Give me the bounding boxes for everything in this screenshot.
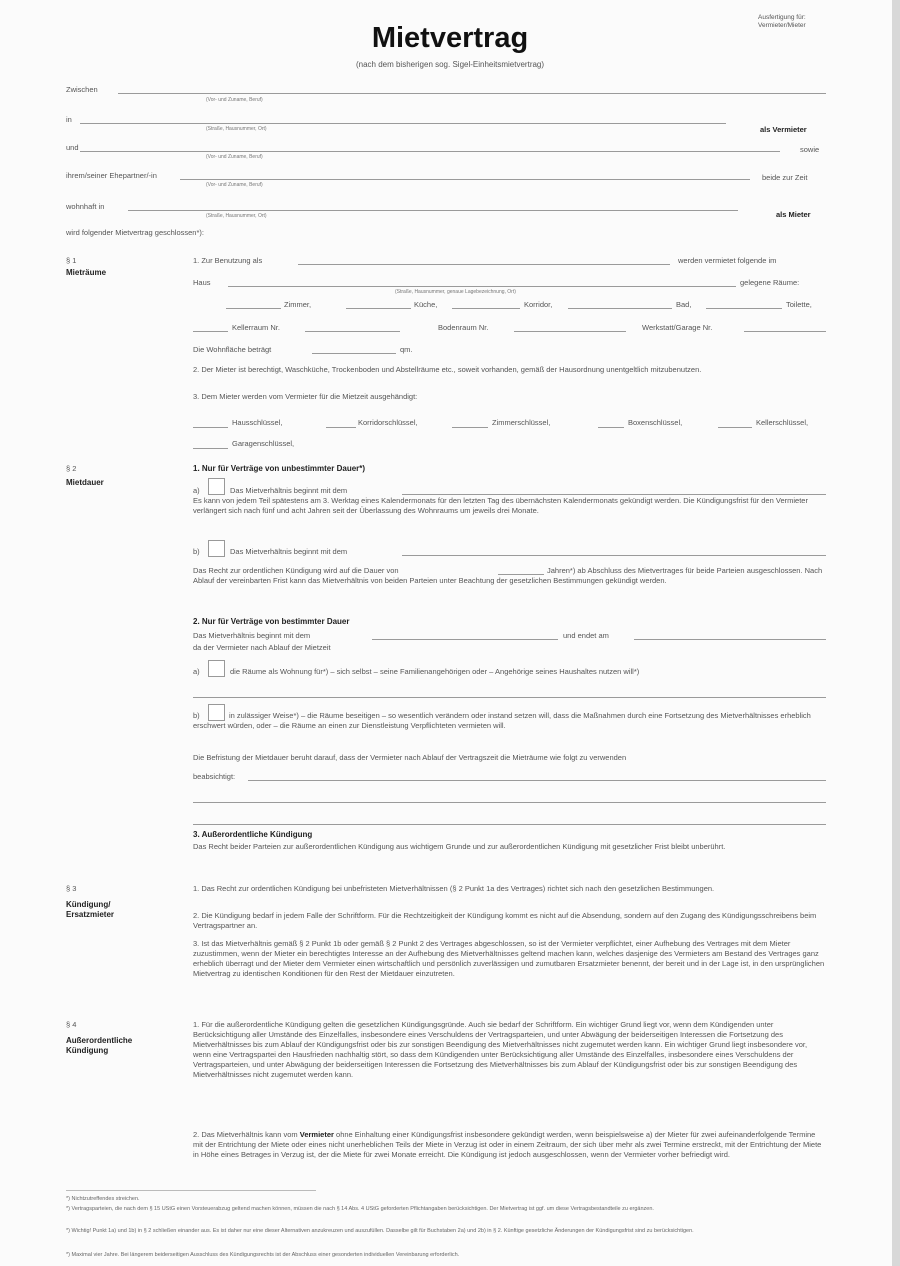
- s3-paragraph-3: 3. Ist das Mietverhältnis gemäß § 2 Punkt 1b oder gemäß § 2 Punkt 2 des Vertrages abgeschlossen, so ist der Vermieter verpflichtet, einer Aufhebung des Vertrages mit dem Mieter zuzustimmen, wenn der Mieter ein berechtigtes Interesse an der Aufhebung des Mietverhältnisses geltend machen kann, welches dasjenige des Vermieters am Bestand des Vertrages ganz erheblich überragt und der Mieter dem Vermieter einen wirtschaftlich und persönlich zuverlässigen und zumutbaren Ersatzmieter benennt, der bereit und in der Lage ist, in den ursprünglichen Mietvertrag zu identischen Konditionen für den Rest der Mietdauer einzutreten.: [193, 939, 825, 978]
- s2-b-paragraph: Jahren*) ab Abschluss des Mietvertrages für beide Parteien ausgeschlossen. Nach Ablauf der vereinbarten Frist kann das Mietverhältnis von beiden Parteien unter Beachtung der gesetzlichen Bestimmungen gekündigt werden.: [193, 566, 823, 585]
- field-toilette[interactable]: [706, 308, 782, 309]
- field-keller-count[interactable]: [193, 331, 228, 332]
- hint-name-1: (Vor- und Zuname, Beruf): [206, 97, 263, 103]
- footnote-3: *) Wichtig! Punkt 1a) und 1b) in § 2 schließen einander aus. Es ist daher nur eine dieser Alternativen anzukreuzen und auszufüllen. Dasselbe gilt für Buchstaben 2a) und 2b) in § 2. Künftige gesetzliche Änderungen der Kündigungsfrist sind zu berücksichtigen.: [66, 1228, 694, 1234]
- field-kellerschluessel[interactable]: [718, 427, 752, 428]
- field-korridorschluessel[interactable]: [326, 427, 356, 428]
- section-4-number: § 4: [66, 1020, 77, 1029]
- footnote-1: *) Nichtzutreffendes streichen.: [66, 1196, 140, 1202]
- key-label-garage: Garagenschlüssel,: [232, 439, 295, 448]
- label-boden: Bodenraum Nr.: [438, 323, 489, 332]
- field-ehepartner-name[interactable]: [180, 179, 750, 180]
- label-gelegene: gelegene Räume:: [740, 278, 800, 287]
- field-eigenbedarf[interactable]: [193, 697, 826, 698]
- s2-b2-label: b): [193, 711, 200, 720]
- field-keller-nr[interactable]: [305, 331, 400, 332]
- s2-befristung: Die Befristung der Mietdauer beruht darauf, dass der Vermieter nach Ablauf der Vertragszeit die Mieträume wie folgt zu verwenden: [193, 753, 627, 762]
- footnote-divider: [66, 1190, 316, 1191]
- page-edge: [892, 0, 900, 1266]
- label-korridor: Korridor,: [524, 300, 553, 309]
- checkbox-unbestimmt-a[interactable]: [208, 478, 225, 495]
- label-werkstatt: Werkstatt/Garage Nr.: [642, 323, 713, 332]
- checkbox-befristet-a[interactable]: [208, 660, 225, 677]
- field-boden-nr[interactable]: [514, 331, 626, 332]
- page-subtitle: (nach dem bisherigen sog. Sigel-Einheitsmietvertrag): [355, 60, 545, 69]
- s2-b-text: Das Mietverhältnis beginnt mit dem: [230, 547, 348, 556]
- label-sowie: sowie: [800, 145, 820, 154]
- field-werkstatt-nr[interactable]: [744, 331, 826, 332]
- s2-b2-text: in zulässiger Weise*) – die Räume beseitigen – so wesentlich verändern oder instand setzen will, dass die Maßnahmen durch eine Fortsetzung des Mietverhältnisses erheblich erschwert würden, oder – die Räume an einen zur Dienstleistung Verpflichteten vermieten will.: [193, 711, 811, 730]
- field-mieter-name[interactable]: [80, 151, 780, 152]
- label-in: in: [66, 115, 72, 124]
- s2-beabsichtigt: beabsichtigt:: [193, 772, 236, 781]
- section-2-title: Mietdauer: [66, 478, 104, 487]
- label-und: und: [66, 143, 79, 152]
- s2-a-text: Das Mietverhältnis beginnt mit dem: [230, 486, 348, 495]
- s1-p1-end: werden vermietet folgende im: [678, 256, 777, 265]
- label-zimmer: Zimmer,: [284, 300, 312, 309]
- label-zwischen: Zwischen: [66, 85, 98, 94]
- label-als-mieter: als Mieter: [776, 210, 811, 219]
- section-4-title-2: Kündigung: [66, 1046, 109, 1055]
- s2-begins: Das Mietverhältnis beginnt mit dem: [193, 631, 311, 640]
- s2-a2-text: die Räume als Wohnung für*) – sich selbst – seine Familienangehörigen oder – Angehörige seines Haushaltes nutzen will*): [230, 667, 640, 676]
- field-bad[interactable]: [568, 308, 672, 309]
- s3-paragraph-2: 2. Die Kündigung bedarf in jedem Falle der Schriftform. Für die Rechtzeitigkeit der Kündigung kommt es nicht auf die Absendung, sondern auf den Zugang des Kündigungsschreibens beim Vertragspartner an.: [193, 911, 817, 930]
- label-keller: Kellerraum Nr.: [232, 323, 280, 332]
- field-korridor[interactable]: [452, 308, 520, 309]
- field-zimmer[interactable]: [226, 308, 281, 309]
- s4-paragraph-1: 1. Für die außerordentliche Kündigung gelten die gesetzlichen Kündigungsgründe. Auch sie bedarf der Schriftform. Ein wichtiger Grund liegt vor, wenn dem Kündigenden unter Berücksichtigung aller Umstände des Einzelfalles, insbesondere eines Verschuldens der Vertragsparteien, und unter Abwägung der beiderseitigen Interessen die Fortsetzung des Mietverhältnisses bis zum Ablauf der Kündigungsfrist oder bis zur sonstigen Beendigung des Mietverhältnisses nicht zugemutet werden kann. Ein wichtiger Grund liegt insbesondere vor, wenn eine Vertragspartei den Hausfrieden nachhaltig stört, so dass dem Kündigenden unter Berücksichtigung aller Umstände des Einzelfalles, insbesondere eines Verschuldens der Vertragsparteien, und unter Abwägung der beiderseitigen Interessen die Fortsetzung des Mietverhältnisses bis zum Ablauf der Kündigungsfrist oder bis zur sonstigen Beendigung des Mietverhältnisses nicht zugemutet werden kann.: [193, 1020, 808, 1079]
- field-zimmerschluessel[interactable]: [452, 427, 488, 428]
- footnote-4: *) Maximal vier Jahre. Bei längerem beiderseitigen Ausschluss des Kündigungsrechts ist der Abschluss einer gesonderten individuellen Vereinbarung erforderlich.: [66, 1252, 460, 1258]
- field-verwendung-3[interactable]: [193, 824, 826, 825]
- field-beginn-a[interactable]: [402, 494, 826, 495]
- label-kueche: Küche,: [414, 300, 438, 309]
- section-3-title-1: Kündigung/: [66, 900, 111, 909]
- field-verwendung-2[interactable]: [193, 802, 826, 803]
- field-zweck[interactable]: [298, 264, 670, 265]
- s4-paragraph-2: 2. Das Mietverhältnis kann vom Vermieter ohne Einhaltung einer Kündigungsfrist insbesondere gekündigt werden, wenn beispielsweise a) der Mieter für zwei aufeinanderfolgende Termine mit der Entrichtung der Miete oder eines nicht unerheblichen Teils der Miete in Verzug ist oder in einem Zeitraum, der sich über mehr als zwei Termine erstreckt, mit der Entrichtung der Miete in Höhe eines Betrages in Verzug ist, der die Miete für zwei Monate erreicht. Die Kündigung ist jedoch ausgeschlossen, wenn der Vermieter vorher befriedigt wird.: [193, 1130, 822, 1159]
- section-1-title: Mieträume: [66, 268, 107, 277]
- label-bad: Bad,: [676, 300, 692, 309]
- page-title: Mietvertrag: [371, 22, 529, 54]
- key-label-4: Kellerschlüssel,: [756, 418, 809, 427]
- key-label-1: Korridorschlüssel,: [358, 418, 418, 427]
- field-vermieter-name[interactable]: [118, 93, 826, 94]
- checkbox-unbestimmt-b[interactable]: [208, 540, 225, 557]
- hint-name-3: (Vor- und Zuname, Beruf): [206, 182, 263, 188]
- s3-paragraph-1: 1. Das Recht zur ordentlichen Kündigung bei unbefristeten Mietverhältnissen (§ 2 Punkt 1a des Vertrages) richtet sich nach den gesetzlichen Bestimmungen.: [193, 884, 715, 893]
- label-haus: Haus: [193, 278, 211, 287]
- label-ehepartner: ihrem/seiner Ehepartner/-in: [66, 171, 157, 180]
- field-ende-befristet[interactable]: [634, 639, 826, 640]
- hint-haus: (Straße, Hausnummer, genaue Lagebezeichnung, Ort): [395, 289, 516, 295]
- s2-b-para-start: Das Recht zur ordentlichen Kündigung wird auf die Dauer von: [193, 566, 399, 575]
- s4-vermieter-emphasis: Vermieter: [299, 1130, 334, 1139]
- s1-paragraph-3: 3. Dem Mieter werden vom Vermieter für die Mietzeit ausgehändigt:: [193, 392, 418, 401]
- key-label-3: Boxenschlüssel,: [628, 418, 683, 427]
- s2-a-paragraph: Es kann von jedem Teil spätestens am 3. Werktag eines Kalendermonats für den letzten Tag des übernächsten Kalendermonats gekündigt werden. Die Kündigungsfrist für den Vermieter verlängert sich nach fünf und acht Jahren seit der Überlassung des Wohnraums um jeweils drei Monate.: [193, 496, 808, 515]
- key-label-0: Hausschlüssel,: [232, 418, 283, 427]
- s2-heading-2: 2. Nur für Verträge von bestimmter Dauer: [193, 617, 350, 626]
- s2-weil: da der Vermieter nach Ablauf der Mietzeit: [193, 643, 331, 652]
- field-verwendung-1[interactable]: [248, 780, 826, 781]
- s2-b-label: b): [193, 547, 200, 556]
- field-mieter-address[interactable]: [128, 210, 738, 211]
- field-hausschluessel[interactable]: [193, 427, 228, 428]
- label-als-vermieter: als Vermieter: [760, 125, 807, 134]
- section-3-title-2: Ersatzmieter: [66, 910, 115, 919]
- field-beginn-befristet[interactable]: [372, 639, 558, 640]
- section-1-number: § 1: [66, 256, 77, 265]
- s2-a-label: a): [193, 486, 200, 495]
- label-qm: qm.: [400, 345, 413, 354]
- field-beginn-b[interactable]: [402, 555, 826, 556]
- hint-name-2: (Vor- und Zuname, Beruf): [206, 154, 263, 160]
- s2-a2-label: a): [193, 667, 200, 676]
- s2-heading-3: 3. Außerordentliche Kündigung: [193, 830, 313, 839]
- section-4-title-1: Außerordentliche: [66, 1036, 133, 1045]
- field-boxenschluessel[interactable]: [598, 427, 624, 428]
- s1-p1-start: 1. Zur Benutzung als: [193, 256, 263, 265]
- s1-paragraph-2: 2. Der Mieter ist berechtigt, Waschküche, Trockenboden und Abstellräume etc., soweit vorhanden, gemäß der Hausordnung unentgeltlich mitzubenutzen.: [193, 365, 702, 374]
- label-wohnflaeche: Die Wohnfläche beträgt: [193, 345, 272, 354]
- label-beide-zur-zeit: beide zur Zeit: [762, 173, 808, 182]
- s2-ends: und endet am: [563, 631, 609, 640]
- field-vermieter-address[interactable]: [80, 123, 726, 124]
- field-haus[interactable]: [228, 286, 736, 287]
- hint-address-2: (Straße, Hausnummer, Ort): [206, 213, 267, 219]
- field-wohnflaeche[interactable]: [312, 353, 396, 354]
- label-toilette: Toilette,: [786, 300, 812, 309]
- closing-sentence: wird folgender Mietvertrag geschlossen*):: [66, 228, 204, 237]
- copy-note: Ausfertigung für: Vermieter/Mieter: [758, 14, 806, 29]
- hint-address-1: (Straße, Hausnummer, Ort): [206, 126, 267, 132]
- footnote-2: *) Vertragsparteien, die nach dem § 15 UStG einen Vorsteuerabzug geltend machen können, müssen die nach § 14 Abs. 4 UStG geforderten Pflichtangaben berücksichtigen. Der Mietvertrag ist ggf. um diese Vertragsbestandteile zu ergänzen.: [66, 1206, 654, 1212]
- key-label-2: Zimmerschlüssel,: [492, 418, 551, 427]
- s2-paragraph-3: Das Recht beider Parteien zur außerordentlichen Kündigung aus wichtigem Grunde und zur außerordentlichen Kündigung mit gesetzlicher Frist bleibt unberührt.: [193, 842, 726, 851]
- label-wohnhaft: wohnhaft in: [66, 202, 105, 211]
- field-kueche[interactable]: [346, 308, 411, 309]
- field-garagenschluessel[interactable]: [193, 448, 228, 449]
- section-3-number: § 3: [66, 884, 77, 893]
- s2-heading-1: 1. Nur für Verträge von unbestimmter Dauer*): [193, 464, 366, 473]
- section-2-number: § 2: [66, 464, 77, 473]
